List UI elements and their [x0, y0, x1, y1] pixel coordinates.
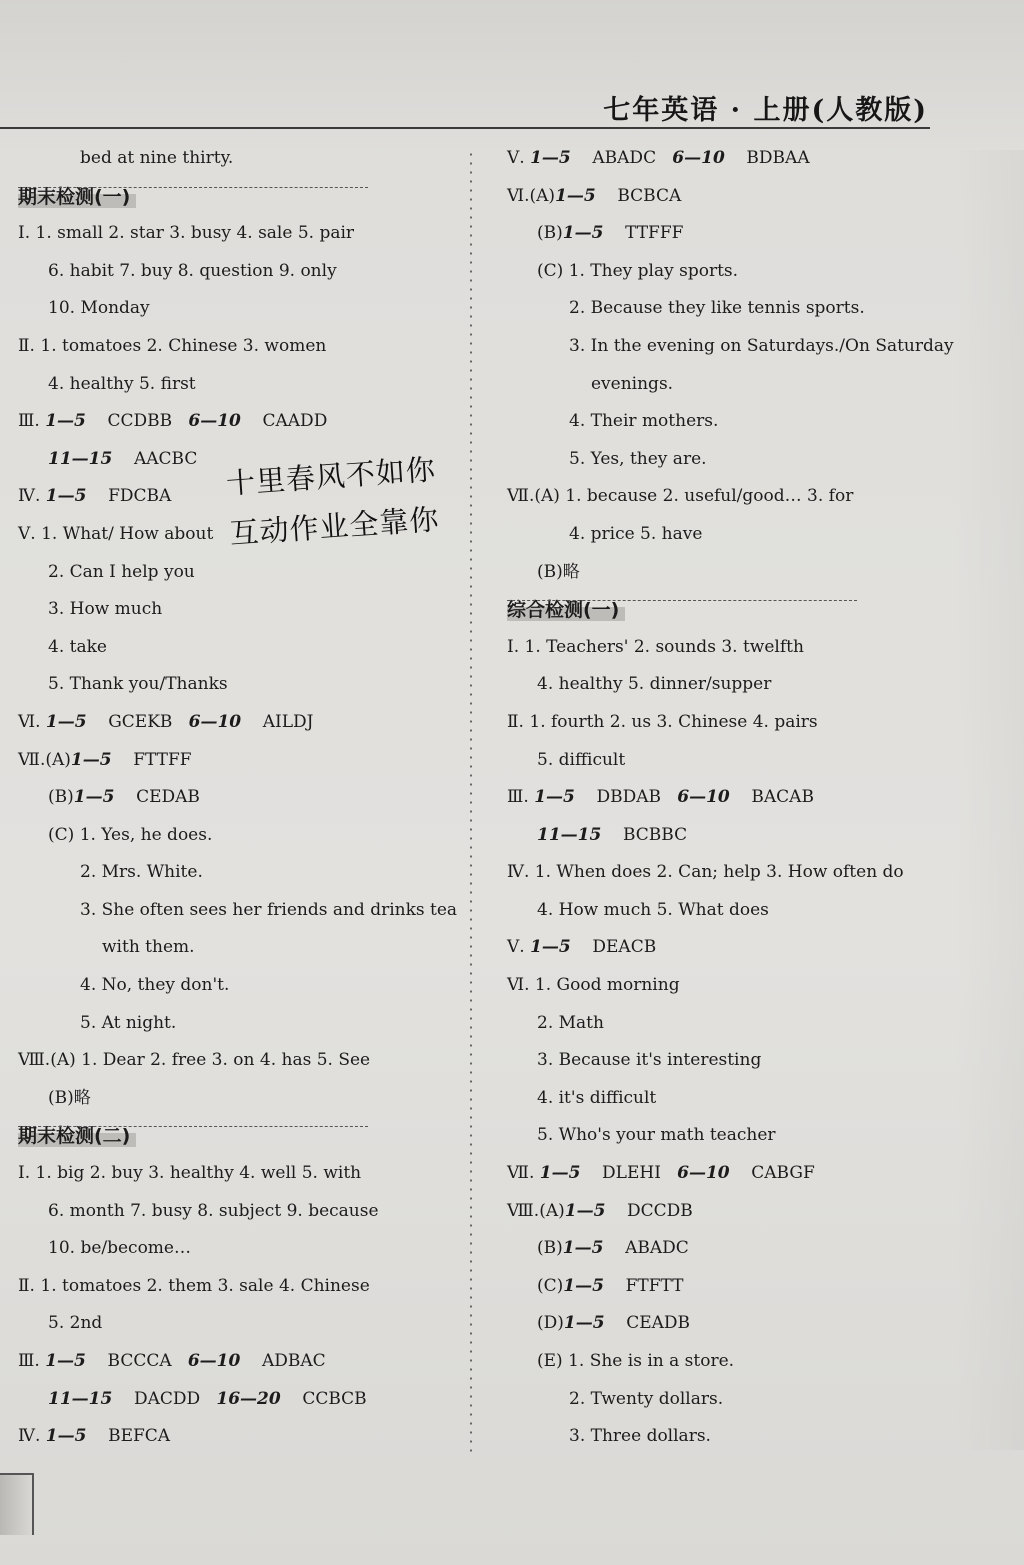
part-label: (A): [539, 1200, 565, 1221]
answer-text: BDBAA: [746, 148, 810, 168]
part-label: (C): [537, 260, 564, 281]
exam2-II-row1: [18, 1273, 458, 1311]
exam1-VII-A: [18, 747, 458, 785]
r-VI-C3b: evenings.: [591, 373, 674, 394]
exam1-VI-row: [18, 709, 458, 747]
answer-text: GCEKB: [108, 711, 173, 732]
answer-text: 1. When does 2. Can; help 3. How often do: [534, 862, 904, 883]
comp1-II-row2: 5. difficult: [537, 749, 626, 770]
range-label: 1—5: [45, 1426, 87, 1447]
exam1-V-row2: 2. Can I help you: [48, 561, 195, 582]
r-VII-A: [507, 483, 947, 521]
range-label: 1—5: [555, 185, 596, 206]
answer-text: 1. They play sports.: [568, 260, 739, 281]
answer-text: 1. Good morning: [534, 975, 680, 996]
exam1-VII-C2: 2. Mrs. White.: [80, 862, 203, 883]
roman-label: Ⅲ.: [18, 411, 40, 432]
roman-label: Ⅵ.: [507, 975, 530, 996]
range-label: 1—5: [530, 937, 571, 958]
exam2-I-row1: [18, 1160, 458, 1198]
answer-text: DCCDB: [627, 1200, 693, 1221]
part-label: (A): [529, 185, 556, 206]
answer-text: AILDJ: [262, 711, 314, 732]
answer-text: ABADC: [592, 148, 657, 168]
roman-label: Ⅴ.: [507, 148, 525, 168]
header-rule: [0, 127, 930, 129]
section-heading-exam1: [18, 183, 458, 221]
exam2-I-row3: 10. be/become…: [48, 1238, 191, 1259]
heading-rule: [18, 187, 368, 188]
roman-label: Ⅳ.: [18, 486, 41, 507]
range-label: 6—10: [187, 1351, 241, 1371]
comp1-VII-row: [507, 1160, 947, 1198]
answer-text: 1. tomatoes 2. them 3. sale 4. Chinese: [40, 1275, 370, 1296]
comp1-VIII-A: [507, 1198, 947, 1236]
section-heading-comp1: [507, 596, 947, 634]
comp1-title: 综合检测(一): [507, 596, 625, 624]
part-label: (E): [537, 1351, 563, 1371]
roman-label: Ⅱ.: [18, 1275, 35, 1296]
range-label: 1—5: [534, 787, 575, 808]
comp1-VIII-D: [507, 1310, 947, 1348]
answer-text: 1. small 2. star 3. busy 4. sale 5. pair: [35, 223, 355, 244]
r-VI-B: [507, 220, 947, 258]
page-corner-tab: [0, 1473, 34, 1535]
r-VI-C3a: 3. In the evening on Saturdays./On Saturday: [569, 335, 954, 356]
intro-line: bed at nine thirty.: [80, 148, 234, 168]
comp1-VIII-B: [507, 1235, 947, 1273]
range-label: 11—15: [48, 1388, 113, 1409]
r-VII-A2: 4. price 5. have: [569, 523, 703, 544]
answer-text: AACBC: [133, 448, 198, 469]
range-label: 6—10: [188, 711, 242, 732]
comp1-VI-row3: 3. Because it's interesting: [537, 1050, 762, 1071]
heading-rule: [18, 1126, 368, 1127]
r-VI-C1: [507, 258, 947, 296]
answer-text: 1. tomatoes 2. Chinese 3. women: [40, 335, 327, 356]
roman-label: Ⅶ.: [18, 749, 46, 770]
roman-label: Ⅳ.: [18, 1426, 41, 1447]
r-VI-C2: 2. Because they like tennis sports.: [569, 298, 865, 319]
answer-text: DACDD: [133, 1388, 201, 1409]
exam2-IV-row: [18, 1423, 458, 1461]
answer-text: 1. Teachers' 2. sounds 3. twelfth: [524, 636, 804, 657]
range-label: 6—10: [677, 1163, 730, 1184]
range-label: 11—15: [537, 824, 602, 845]
answer-text: DLEHI: [602, 1163, 661, 1184]
range-label: 1—5: [45, 486, 87, 507]
range-label: 1—5: [539, 1163, 581, 1184]
range-label: 1—5: [564, 1200, 606, 1221]
r-V-row: [507, 145, 947, 183]
handwriting-line-2: 互动作业全靠你: [228, 502, 441, 551]
exam1-V-row4: 4. take: [48, 636, 107, 657]
comp1-III-row2: [507, 822, 947, 860]
exam1-VIII-B: (B)略: [48, 1087, 91, 1108]
roman-label: Ⅴ.: [507, 937, 525, 958]
roman-label: Ⅲ.: [18, 1351, 40, 1371]
roman-label: Ⅳ.: [507, 862, 530, 883]
answer-text: CEDAB: [136, 787, 200, 808]
exam1-VII-C3a: 3. She often sees her friends and drinks tea: [80, 899, 458, 920]
exam1-V-row5: 5. Thank you/Thanks: [48, 674, 228, 695]
roman-label: Ⅱ.: [507, 711, 524, 732]
part-label: (C): [48, 824, 75, 845]
range-label: 16—20: [216, 1388, 281, 1409]
roman-label: Ⅱ.: [18, 335, 35, 356]
roman-label: Ⅵ.: [18, 711, 41, 732]
answer-text: 1. What/ How about: [41, 523, 214, 544]
exam1-VII-C3b: with them.: [102, 937, 195, 958]
page-header-title: 七年英语 · 上册(人教版): [603, 95, 928, 126]
exam1-I-row1: [18, 220, 458, 258]
range-label: 1—5: [45, 1351, 86, 1371]
exam1-VII-C4: 4. No, they don't.: [80, 975, 230, 996]
roman-label: Ⅲ.: [507, 787, 529, 808]
column-divider: [468, 150, 474, 1455]
range-label: 1—5: [45, 711, 87, 732]
comp1-VI-row5: 5. Who's your math teacher: [537, 1125, 776, 1146]
answer-text: 1. Yes, he does.: [79, 824, 213, 845]
answer-text: 1. She is in a store.: [568, 1351, 735, 1371]
exam1-II-row2: 4. healthy 5. first: [48, 373, 196, 394]
range-label: 11—15: [48, 448, 113, 469]
roman-label: Ⅶ.: [507, 1163, 535, 1184]
answer-text: CAADD: [262, 411, 328, 432]
answer-text: 1. big 2. buy 3. healthy 4. well 5. with: [35, 1163, 362, 1184]
r-VI-C4: 4. Their mothers.: [569, 411, 719, 432]
comp1-VIII-E3: 3. Three dollars.: [569, 1426, 711, 1447]
range-label: 6—10: [677, 787, 730, 808]
answer-text: DEACB: [592, 937, 657, 958]
answer-text: CCDBB: [107, 411, 173, 432]
comp1-II-row1: [507, 709, 947, 747]
range-label: 1—5: [70, 749, 112, 770]
part-label: (B): [537, 1238, 563, 1259]
r-VI-C5: 5. Yes, they are.: [569, 448, 707, 469]
answer-text: FTTFF: [133, 749, 192, 770]
exam1-V-row3: 3. How much: [48, 599, 163, 620]
roman-label: Ⅷ.: [507, 1200, 540, 1221]
exam1-VII-C5: 5. At night.: [80, 1012, 177, 1033]
exam2-III-row1: [18, 1348, 458, 1386]
r-VII-B: (B)略: [537, 561, 580, 582]
comp1-VI-row4: 4. it's difficult: [537, 1087, 657, 1108]
range-label: 1—5: [563, 1313, 605, 1334]
roman-label: Ⅶ.: [507, 486, 535, 507]
heading-rule: [507, 600, 857, 601]
comp1-IV-row1: [507, 859, 947, 897]
answer-text: FDCBA: [108, 486, 172, 507]
answer-text: BEFCA: [108, 1426, 171, 1447]
exam1-title: 期末检测(一): [18, 183, 136, 211]
comp1-I-row2: 4. healthy 5. dinner/supper: [537, 674, 772, 695]
comp1-V-row: [507, 934, 947, 972]
roman-label: Ⅰ.: [18, 1163, 31, 1184]
r-VI-A: [507, 183, 947, 221]
part-label: (D): [537, 1313, 564, 1334]
exam1-I-row3: 10. Monday: [48, 298, 150, 319]
exam2-I-row2: 6. month 7. busy 8. subject 9. because: [48, 1200, 379, 1221]
answer-text: CCBCB: [302, 1388, 367, 1409]
answer-text: DBDAB: [596, 787, 662, 808]
exam1-III-row1: [18, 408, 458, 446]
comp1-III-row1: [507, 784, 947, 822]
comp1-VIII-E1: [507, 1348, 947, 1386]
exam2-III-row2: [18, 1386, 458, 1424]
exam2-title: 期末检测(二): [18, 1122, 136, 1150]
roman-label: Ⅷ.: [18, 1050, 51, 1071]
range-label: 6—10: [672, 148, 725, 168]
comp1-VI-row2: 2. Math: [537, 1012, 604, 1033]
range-label: 1—5: [562, 223, 604, 244]
answer-text: BCBCA: [617, 185, 682, 206]
comp1-IV-row2: 4. How much 5. What does: [537, 899, 769, 920]
answer-text: CEADB: [626, 1313, 691, 1334]
part-label: (A): [45, 749, 71, 770]
exam1-VIII-A: [18, 1047, 458, 1085]
left-column: [18, 145, 458, 1461]
range-label: 1—5: [562, 1238, 604, 1259]
answer-text: BACAB: [751, 787, 814, 808]
range-label: 6—10: [188, 411, 241, 432]
exam1-II-row1: [18, 333, 458, 371]
range-label: 1—5: [563, 1275, 604, 1296]
part-label: (B): [48, 787, 74, 808]
exam1-VII-C1: [18, 822, 458, 860]
answer-text: (A) 1. Dear 2. free 3. on 4. has 5. See: [50, 1050, 371, 1071]
exam2-II-row2: 5. 2nd: [48, 1313, 103, 1334]
handwriting-line-1: 十里春风不如你: [225, 452, 437, 501]
exam1-VII-B: [18, 784, 458, 822]
answer-text: BCBBC: [622, 824, 688, 845]
range-label: 1—5: [73, 787, 115, 808]
roman-label: Ⅴ.: [18, 523, 36, 544]
answer-text: (A) 1. because 2. useful/good… 3. for: [534, 486, 854, 507]
answer-text: TTFFF: [625, 223, 684, 244]
roman-label: Ⅰ.: [507, 636, 520, 657]
comp1-I-row1: [507, 634, 947, 672]
comp1-VIII-C: [507, 1273, 947, 1311]
comp1-VIII-E2: 2. Twenty dollars.: [569, 1388, 724, 1409]
roman-label: Ⅰ.: [18, 223, 31, 244]
bleed-through: [954, 150, 1024, 1450]
answer-text: 1. fourth 2. us 3. Chinese 4. pairs: [529, 711, 818, 732]
exam1-I-row2: 6. habit 7. buy 8. question 9. only: [48, 260, 337, 281]
range-label: 1—5: [45, 411, 86, 432]
answer-text: FTFTT: [625, 1275, 684, 1296]
answer-text: BCCCA: [107, 1351, 172, 1371]
part-label: (C): [537, 1275, 564, 1296]
handwritten-note: [224, 441, 481, 568]
answer-text: ADBAC: [261, 1351, 326, 1371]
right-column: [507, 145, 954, 1461]
part-label: (B): [537, 223, 563, 244]
range-label: 1—5: [530, 148, 571, 168]
roman-label: Ⅵ.: [507, 185, 530, 206]
answer-text: CABGF: [751, 1163, 815, 1184]
section-heading-exam2: [18, 1122, 458, 1160]
answer-text: ABADC: [625, 1238, 689, 1259]
comp1-VI-row1: [507, 972, 947, 1010]
